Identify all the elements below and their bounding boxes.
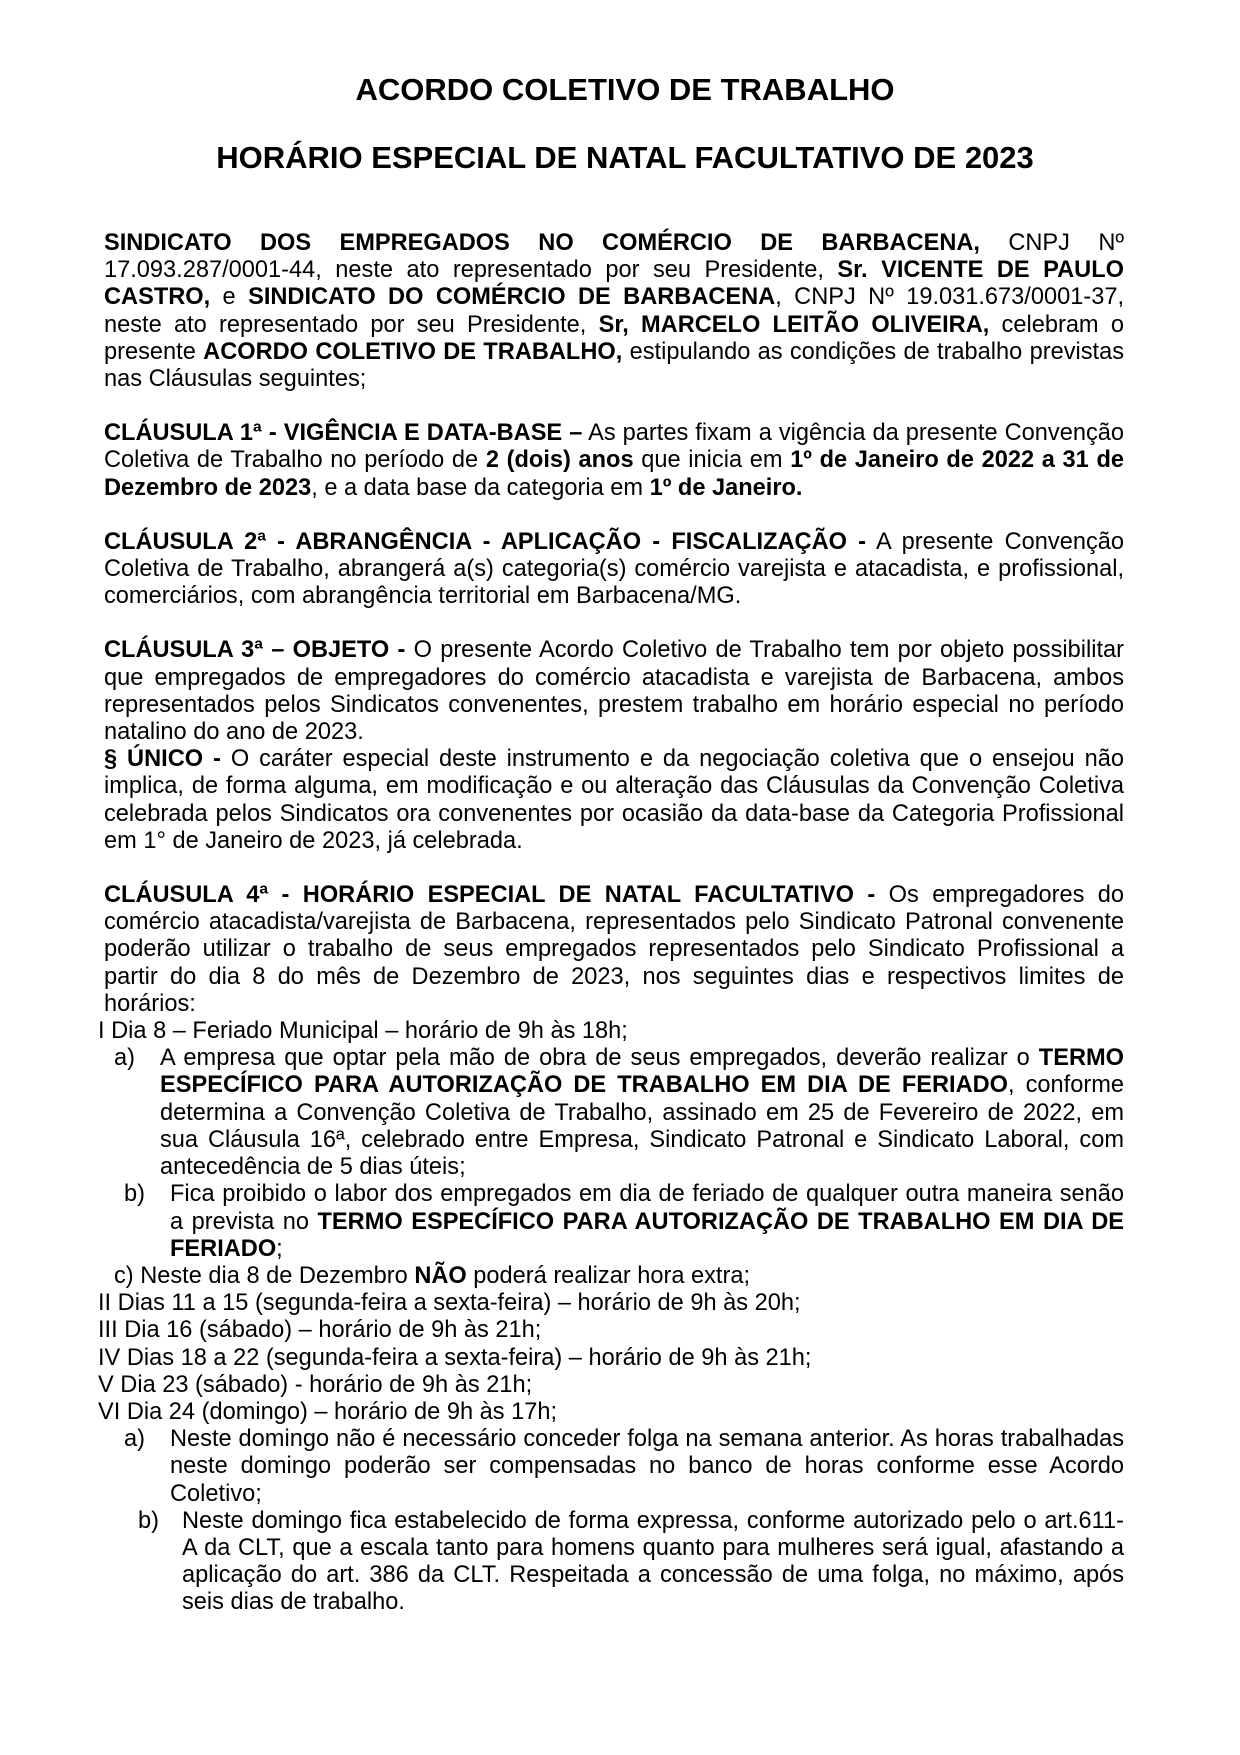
item-text-part: , conforme determina a Convenção Coletiva de Trabalho, assinado em 25 de Fevereiro de 2022, em sua Cláusula 16ª, celebrado entre Empresa, Sindicato Patronal e Sindicato Laboral, com antecedência de 5 dias úteis; xyxy=(160,1072,1124,1181)
clause-text: As partes fixam a vigência da presente Convenção Coletiva de Trabalho no período de xyxy=(104,420,1124,474)
preamble-text: celebram o presente xyxy=(104,311,1124,365)
clause-emphasis: 1º de Janeiro. xyxy=(649,474,803,501)
schedule-item-2: II Dias 11 a 15 (segunda-feira a sexta-feira) – horário de 9h às 20h; xyxy=(98,1290,801,1317)
clause-3-unique-paragraph xyxy=(104,746,1124,855)
item-label: b) xyxy=(124,1181,145,1208)
schedule-item-6b xyxy=(138,1508,1124,1617)
clause-2-heading: CLÁUSULA 2ª - ABRANGÊNCIA - APLICAÇÃO - FISCALIZAÇÃO - xyxy=(104,528,867,555)
clause-3-heading: CLÁUSULA 3ª – OBJETO - xyxy=(104,637,406,664)
clause-1-heading: CLÁUSULA 1ª - VIGÊNCIA E DATA-BASE – xyxy=(104,420,583,447)
clause-text: Os empregadores do comércio atacadista/varejista de Barbacena, representados pelo Sindicato Patronal convenente poderão utilizar o trabalho de seus empregados representados pelo Sindicato Profissional a partir do dia 8 do mês de Dezembro de 2023, nos seguintes dias e respectivos limites de horários: xyxy=(104,882,1124,1017)
preamble-text: estipulando as condições de trabalho previstas nas Cláusulas seguintes; xyxy=(104,338,1125,393)
clause-text: A presente Convenção Coletiva de Trabalho, abrangerá a(s) categoria(s) comércio varejista e atacadista, e profissional, comerciários, com abrangência territorial em Barbacena/MG. xyxy=(104,528,1124,610)
clause-text: que inicia em xyxy=(633,447,791,474)
clause-emphasis: 1º de Janeiro de 2022 a 31 de Dezembro de 2023 xyxy=(104,447,1124,501)
item-text-part: A empresa que optar pela mão de obra de seus empregados, deverão realizar o xyxy=(160,1045,1039,1072)
item-label: b) xyxy=(138,1507,159,1534)
schedule-item-5: V Dia 23 (sábado) - horário de 9h às 21h; xyxy=(98,1371,533,1398)
preamble-agreement: ACORDO COLETIVO DE TRABALHO, xyxy=(203,338,623,365)
item-text xyxy=(160,1045,1124,1181)
preamble-party2: SINDICATO DO COMÉRCIO DE BARBACENA xyxy=(248,284,776,311)
clause-4-heading: CLÁUSULA 4ª - HORÁRIO ESPECIAL DE NATAL FACULTATIVO - xyxy=(104,882,876,909)
preamble-text: CNPJ Nº 17.093.287/0001-44, neste ato representado por seu Presidente, xyxy=(104,230,1124,284)
document-body xyxy=(98,230,1125,1617)
schedule-item-1b xyxy=(124,1181,1124,1263)
document-title: ACORDO COLETIVO DE TRABALHO xyxy=(355,72,895,107)
item-text xyxy=(170,1181,1124,1263)
unique-paragraph-heading: § ÚNICO - xyxy=(104,746,221,773)
schedule-item-4: IV Dias 18 a 22 (segunda-feira a sexta-feira) – horário de 9h às 21h; xyxy=(98,1344,812,1371)
clause-text: O presente Acordo Coletivo de Trabalho tem por objeto possibilitar que empregados de empregadores do comércio atacadista e varejista de Barbacena, ambos representados pelos Sindicatos convenentes, prestem trabalho em horário especial no período natalino do ano de 2023. xyxy=(104,637,1124,746)
document-subtitle: HORÁRIO ESPECIAL DE NATAL FACULTATIVO DE 2023 xyxy=(216,140,1034,175)
clause-2 xyxy=(104,529,1124,611)
preamble-president2: Sr, MARCELO LEITÃO OLIVEIRA, xyxy=(598,311,990,338)
item-text: Neste domingo fica estabelecido de forma expressa, conforme autorizado pelo o art.611-A da CLT, que a escala tanto para homens quanto para mulheres será igual, afastando a aplicação do art. 386 da CLT. Respeitada a concessão de uma folga, no máximo, após seis dias de trabalho. xyxy=(182,1507,1124,1616)
preamble-president1: Sr. VICENTE DE PAULO CASTRO, xyxy=(104,257,1124,311)
schedule-item-6: VI Dia 24 (domingo) – horário de 9h às 17h; xyxy=(98,1398,558,1425)
schedule-item-1c xyxy=(114,1263,1124,1290)
item-text: Neste domingo não é necessário conceder folga na semana anterior. As horas trabalhadas neste domingo poderão ser compensadas no banco de horas conforme esse Acordo Coletivo; xyxy=(170,1426,1124,1507)
preamble-party1: SINDICATO DOS EMPREGADOS NO COMÉRCIO DE BARBACENA, xyxy=(104,230,980,256)
item-text-part: c) Neste dia 8 de Dezembro xyxy=(114,1262,415,1289)
clause-emphasis: 2 (dois) anos xyxy=(485,447,634,474)
item-emphasis: TERMO ESPECÍFICO PARA AUTORIZAÇÃO DE TRABALHO EM DIA DE FERIADO xyxy=(160,1045,1124,1099)
clause-1 xyxy=(104,420,1124,502)
item-text-part: Fica proibido o labor dos empregados em dia de feriado de qualquer outra maneira senão a prevista no xyxy=(170,1181,1124,1235)
item-emphasis: TERMO ESPECÍFICO PARA AUTORIZAÇÃO DE TRABALHO EM DIA DE FERIADO xyxy=(170,1208,1124,1262)
clause-3 xyxy=(104,637,1124,746)
item-label: a) xyxy=(124,1426,145,1453)
item-emphasis: NÃO xyxy=(414,1262,467,1289)
item-label: a) xyxy=(114,1045,135,1072)
schedule-item-6a xyxy=(124,1426,1124,1508)
item-text-part: poderá realizar hora extra; xyxy=(466,1262,751,1289)
item-text-part: ; xyxy=(276,1235,283,1262)
preamble-text: , CNPJ Nº 19.031.673/0001-37, neste ato representado por seu Presidente, xyxy=(104,284,1124,338)
clause-text: , e a data base da categoria em xyxy=(311,474,650,501)
clause-4 xyxy=(104,882,1124,1018)
preamble-paragraph xyxy=(104,230,1124,393)
schedule-item-1a xyxy=(114,1045,1124,1181)
schedule-item-1: I Dia 8 – Feriado Municipal – horário de 9h às 18h; xyxy=(98,1018,628,1045)
clause-text: O caráter especial deste instrumento e da negociação coletiva que o ensejou não implica, de forma alguma, em modificação e ou alteração das Cláusulas da Convenção Coletiva celebrada pelos Sindicatos ora convenentes por ocasião da data-base da Categoria Profissional em 1° de Janeiro de 2023, já celebrada. xyxy=(104,746,1124,854)
preamble-text: e xyxy=(210,284,249,311)
schedule-item-3: III Dia 16 (sábado) – horário de 9h às 21h; xyxy=(98,1317,542,1344)
